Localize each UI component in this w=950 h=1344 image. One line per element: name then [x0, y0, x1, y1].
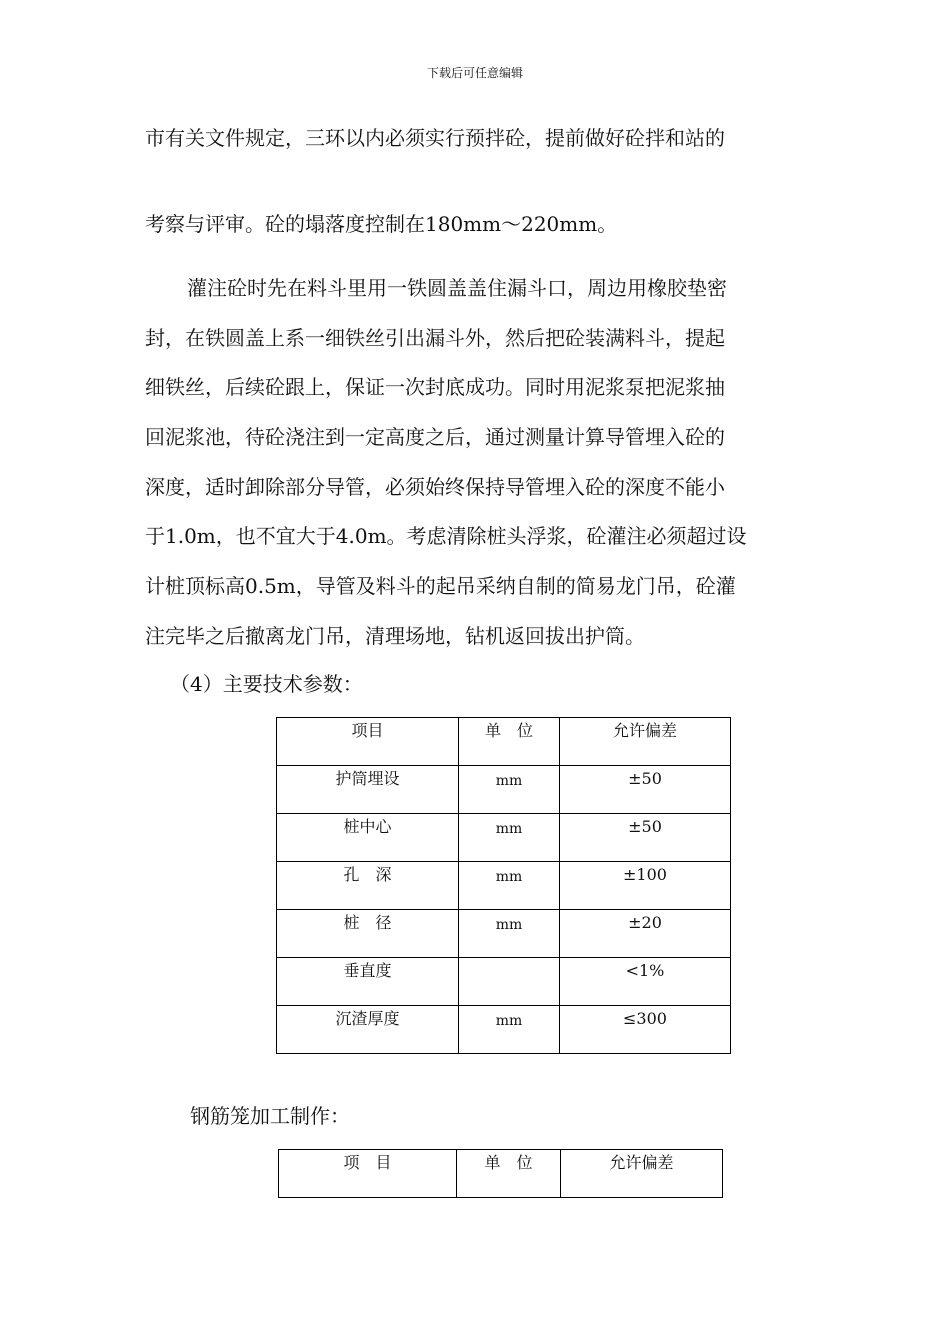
- table-header-cell: 允许偏差: [560, 718, 731, 766]
- table-row: [277, 958, 731, 1006]
- paragraph-line: 市有关文件规定，三环以内必须实行预拌砼，提前做好砼拌和站的: [145, 126, 725, 150]
- section-title: （4）主要技术参数：: [170, 672, 363, 696]
- table-row: [277, 1006, 731, 1054]
- table-header-cell: 项 目: [279, 1150, 457, 1198]
- paragraph-line: 封，在铁圆盖上系一细铁丝引出漏斗外，然后把砼装满料斗，提起: [145, 326, 725, 350]
- table-cell: 沉渣厚度: [277, 1006, 459, 1054]
- table-row: [277, 862, 731, 910]
- table-cell: ±100: [560, 862, 731, 910]
- table-cell: 垂直度: [277, 958, 459, 1006]
- table-cell: ±50: [560, 766, 731, 814]
- table-header-row: [277, 718, 731, 766]
- paragraph-line: 回泥浆池，待砼浇注到一定高度之后，通过测量计算导管埋入砼的: [145, 425, 725, 449]
- table-header-cell: 单 位: [457, 1150, 561, 1198]
- table-cell: mm: [459, 814, 560, 862]
- paragraph-line: 深度，适时卸除部分导管，必须始终保持导管埋入砼的深度不能小: [145, 475, 725, 499]
- paragraph-line: 注完毕之后撤离龙门吊，清理场地，钻机返回拔出护筒。: [145, 624, 645, 648]
- table-cell: mm: [459, 766, 560, 814]
- table-header-cell: 单 位: [459, 718, 560, 766]
- paragraph-line: 于1.0m，也不宜大于4.0m。考虑清除桩头浮浆，砼灌注必须超过设: [145, 524, 747, 548]
- table-cell: 护筒埋设: [277, 766, 459, 814]
- table-cell: ±50: [560, 814, 731, 862]
- rebar-cage-table: [278, 1149, 723, 1198]
- tech-params-table: [276, 717, 731, 1054]
- table-cell: mm: [459, 910, 560, 958]
- table-cell: <1%: [560, 958, 731, 1006]
- table-row: [277, 814, 731, 862]
- table-cell: ±20: [560, 910, 731, 958]
- paragraph-line: 考察与评审。砼的塌落度控制在180mm～220mm。: [145, 212, 618, 236]
- table-cell: 桩中心: [277, 814, 459, 862]
- table-cell: 孔 深: [277, 862, 459, 910]
- table-header-cell: 项目: [277, 718, 459, 766]
- paragraph-line: 细铁丝，后续砼跟上，保证一次封底成功。同时用泥浆泵把泥浆抽: [145, 375, 725, 399]
- table-cell: 桩 径: [277, 910, 459, 958]
- table-cell: mm: [459, 862, 560, 910]
- paragraph-line: 计桩顶标高0.5m，导管及料斗的起吊采纳自制的简易龙门吊，砼灌: [145, 574, 736, 598]
- table-header-cell: 允许偏差: [561, 1150, 723, 1198]
- table-header-row: [279, 1150, 723, 1198]
- table-row: [277, 910, 731, 958]
- paragraph-line: 灌注砼时先在料斗里用一铁圆盖盖住漏斗口，周边用橡胶垫密: [187, 276, 727, 300]
- section-title: 钢筋笼加工制作：: [190, 1104, 350, 1128]
- table-cell: [459, 958, 560, 1006]
- page-header: 下载后可任意编辑: [426, 66, 523, 80]
- table-cell: ≤300: [560, 1006, 731, 1054]
- table-cell: mm: [459, 1006, 560, 1054]
- table-row: [277, 766, 731, 814]
